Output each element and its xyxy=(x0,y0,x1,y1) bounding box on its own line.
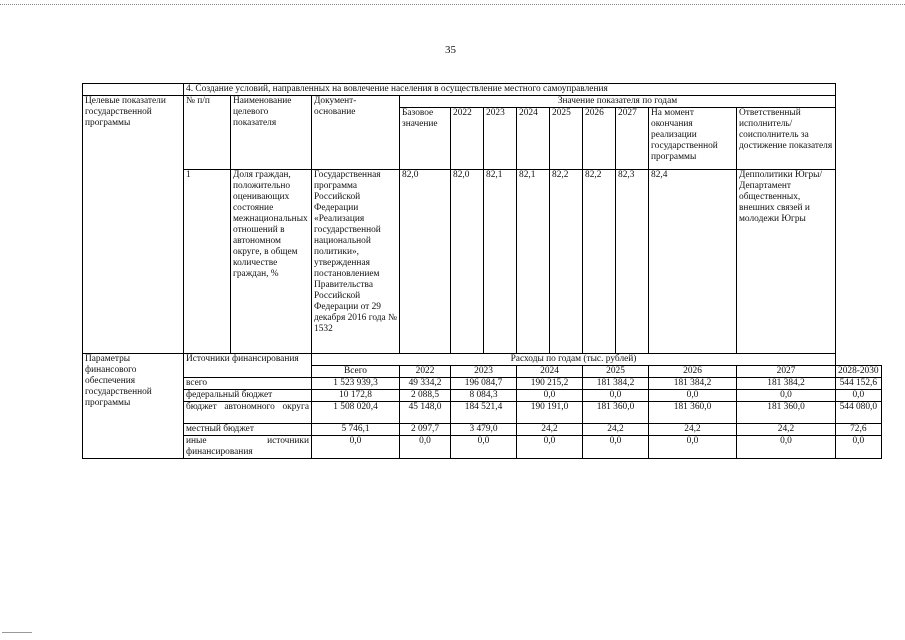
header-fin-2027: 2027 xyxy=(737,366,836,378)
indicator-value-2027: 82,3 xyxy=(616,170,649,354)
financing-2027: 0,0 xyxy=(737,436,836,459)
header-responsible: Ответственный исполнитель/ соисполнитель за достижение показателя xyxy=(737,108,836,170)
indicator-value-2026: 82,2 xyxy=(583,170,616,354)
financing-2026: 181 384,2 xyxy=(649,378,737,390)
indicators-row-label: Целевые показатели государственной программы xyxy=(83,96,184,354)
financing-row xyxy=(83,390,882,402)
financing-header-row xyxy=(83,354,882,366)
indicator-value-2025: 82,2 xyxy=(550,170,583,354)
indicator-value-2023: 82,1 xyxy=(484,170,517,354)
section-title-left-cell xyxy=(83,84,184,96)
financing-row-label: Параметры финансового обеспечения государственной программы xyxy=(83,354,184,459)
financing-2022: 49 334,2 xyxy=(400,378,451,390)
indicator-end-value: 82,4 xyxy=(649,170,737,354)
header-expenses-group: Расходы по годам (тыс. рублей) xyxy=(312,354,836,366)
financing-source: местный бюджет xyxy=(184,424,312,436)
header-fin-2028-2030: 2028-2030 xyxy=(836,366,882,378)
financing-2028-2030: 544 080,0 xyxy=(836,402,882,424)
financing-2023: 196 084,7 xyxy=(451,378,517,390)
financing-2026: 24,2 xyxy=(649,424,737,436)
financing-2027: 24,2 xyxy=(737,424,836,436)
financing-total: 1 523 939,3 xyxy=(312,378,400,390)
header-document: Документ-основание xyxy=(312,96,400,170)
header-fin-2026: 2026 xyxy=(649,366,737,378)
financing-2023: 184 521,4 xyxy=(451,402,517,424)
indicator-num: 1 xyxy=(184,170,231,354)
indicator-row xyxy=(83,170,882,354)
financing-2025: 181 384,2 xyxy=(583,378,649,390)
financing-2028-2030: 544 152,6 xyxy=(836,378,882,390)
header-indicator-name: Наименование целевого показателя xyxy=(231,96,312,170)
scan-top-edge xyxy=(0,4,905,5)
financing-2026: 181 360,0 xyxy=(649,402,737,424)
header-fin-2025: 2025 xyxy=(583,366,649,378)
header-year-2023: 2023 xyxy=(484,108,517,170)
indicator-value-2022: 82,0 xyxy=(451,170,484,354)
header-end-value: На момент окончания реализации государственной программы xyxy=(649,108,737,170)
financing-total: 0,0 xyxy=(312,436,400,459)
financing-source: бюджет автономного округа xyxy=(184,402,312,424)
indicator-value-2024: 82,1 xyxy=(517,170,550,354)
program-passport-table xyxy=(82,83,882,459)
financing-2026: 0,0 xyxy=(649,390,737,402)
financing-2024: 0,0 xyxy=(517,390,583,402)
financing-2022: 45 148,0 xyxy=(400,402,451,424)
financing-2023: 3 479,0 xyxy=(451,424,517,436)
financing-row xyxy=(83,424,882,436)
financing-row xyxy=(83,436,882,459)
financing-2025: 181 360,0 xyxy=(583,402,649,424)
financing-total: 10 172,8 xyxy=(312,390,400,402)
header-fin-total: Всего xyxy=(312,366,400,378)
financing-source: иные источники финансирования xyxy=(184,436,312,459)
financing-row xyxy=(83,378,882,390)
financing-2024: 24,2 xyxy=(517,424,583,436)
section-title-row xyxy=(83,84,882,96)
financing-2024: 0,0 xyxy=(517,436,583,459)
financing-2024: 190 191,0 xyxy=(517,402,583,424)
header-fin-2023: 2023 xyxy=(451,366,517,378)
indicator-name: Доля граждан, положительно оценивающих состояние межнациональных отношений в автономном округе, в общем количестве граждан, % xyxy=(231,170,312,354)
financing-row xyxy=(83,402,882,424)
financing-2025: 24,2 xyxy=(583,424,649,436)
indicator-responsible: Депполитики Югры/Департамент общественных, внешних связей и молодежи Югры xyxy=(737,170,836,354)
financing-2025: 0,0 xyxy=(583,390,649,402)
financing-2022: 2 097,7 xyxy=(400,424,451,436)
financing-2022: 0,0 xyxy=(400,436,451,459)
header-sources: Источники финансирования xyxy=(184,354,312,378)
financing-2023: 0,0 xyxy=(451,436,517,459)
financing-2028-2030: 0,0 xyxy=(836,390,882,402)
financing-2026: 0,0 xyxy=(649,436,737,459)
financing-source: всего xyxy=(184,378,312,390)
header-values-group: Значение показателя по годам xyxy=(400,96,836,108)
header-year-2024: 2024 xyxy=(517,108,550,170)
financing-2024: 190 215,2 xyxy=(517,378,583,390)
financing-2027: 181 384,2 xyxy=(737,378,836,390)
header-fin-2024: 2024 xyxy=(517,366,583,378)
financing-2025: 0,0 xyxy=(583,436,649,459)
header-fin-2022: 2022 xyxy=(400,366,451,378)
indicator-document: Государственная программа Российской Федерации «Реализация государственной национальной политики», утвержденная постановлением Правительства Российской Федерации от 29 декабря 2016 года № 1532 xyxy=(312,170,400,354)
scan-bottom-mark xyxy=(2,632,32,633)
section-title: 4. Создание условий, направленных на вовлечение населения в осуществление местного самоуправления xyxy=(184,84,836,96)
financing-total: 1 508 020,4 xyxy=(312,402,400,424)
page-number: 35 xyxy=(445,44,456,56)
financing-total: 5 746,1 xyxy=(312,424,400,436)
header-base-value: Базовое значение xyxy=(400,108,451,170)
indicator-base-value: 82,0 xyxy=(400,170,451,354)
header-year-2026: 2026 xyxy=(583,108,616,170)
financing-2027: 181 360,0 xyxy=(737,402,836,424)
financing-2023: 8 084,3 xyxy=(451,390,517,402)
indicators-header-row xyxy=(83,96,882,108)
financing-source: федеральный бюджет xyxy=(184,390,312,402)
financing-2022: 2 088,5 xyxy=(400,390,451,402)
header-year-2025: 2025 xyxy=(550,108,583,170)
financing-2028-2030: 0,0 xyxy=(836,436,882,459)
header-num: № п/п xyxy=(184,96,231,170)
header-year-2022: 2022 xyxy=(451,108,484,170)
header-year-2027: 2027 xyxy=(616,108,649,170)
financing-2028-2030: 72,6 xyxy=(836,424,882,436)
financing-2027: 0,0 xyxy=(737,390,836,402)
